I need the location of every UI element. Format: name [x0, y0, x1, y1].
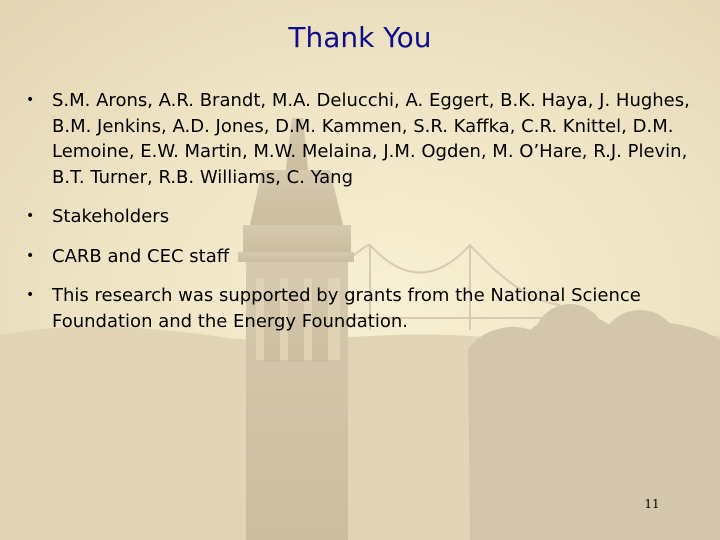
bullet-marker: • — [26, 247, 35, 264]
bullet-marker: • — [26, 208, 35, 224]
slide-title: Thank You — [288, 21, 432, 54]
bullet-text: S.M. Arons, A.R. Brandt, M.A. Delucchi, A. Eggert, B.K. Haya, J. Hughes, B.M. Jenkins, A.D. Jones, D.M. Kammen, S.R. Kaffka, C.R. Knittel, D.M. Lemoine, E.W. Martin, M.W. Melaina, J.M. Ogden, M. O’Hare, R.J. Plevin, B.T. Turner, R.B. Williams, C. Yang — [52, 90, 690, 188]
bullet-marker: • — [26, 92, 35, 108]
bullet-item-funding — [24, 283, 704, 334]
bullet-item-stakeholders — [24, 204, 704, 230]
page-number: 11 — [644, 497, 660, 511]
bullet-text: CARB and CEC staff — [52, 245, 230, 267]
bullet-text: This research was supported by grants from the National Science Foundation and the Energy Foundation. — [52, 285, 641, 332]
bullet-marker: • — [26, 287, 35, 303]
bullet-list — [24, 88, 704, 348]
bullet-text: Stakeholders — [52, 206, 170, 227]
bullet-item-carb-cec-staff — [24, 244, 704, 270]
bullet-item-acknowledged-researchers — [24, 88, 704, 190]
